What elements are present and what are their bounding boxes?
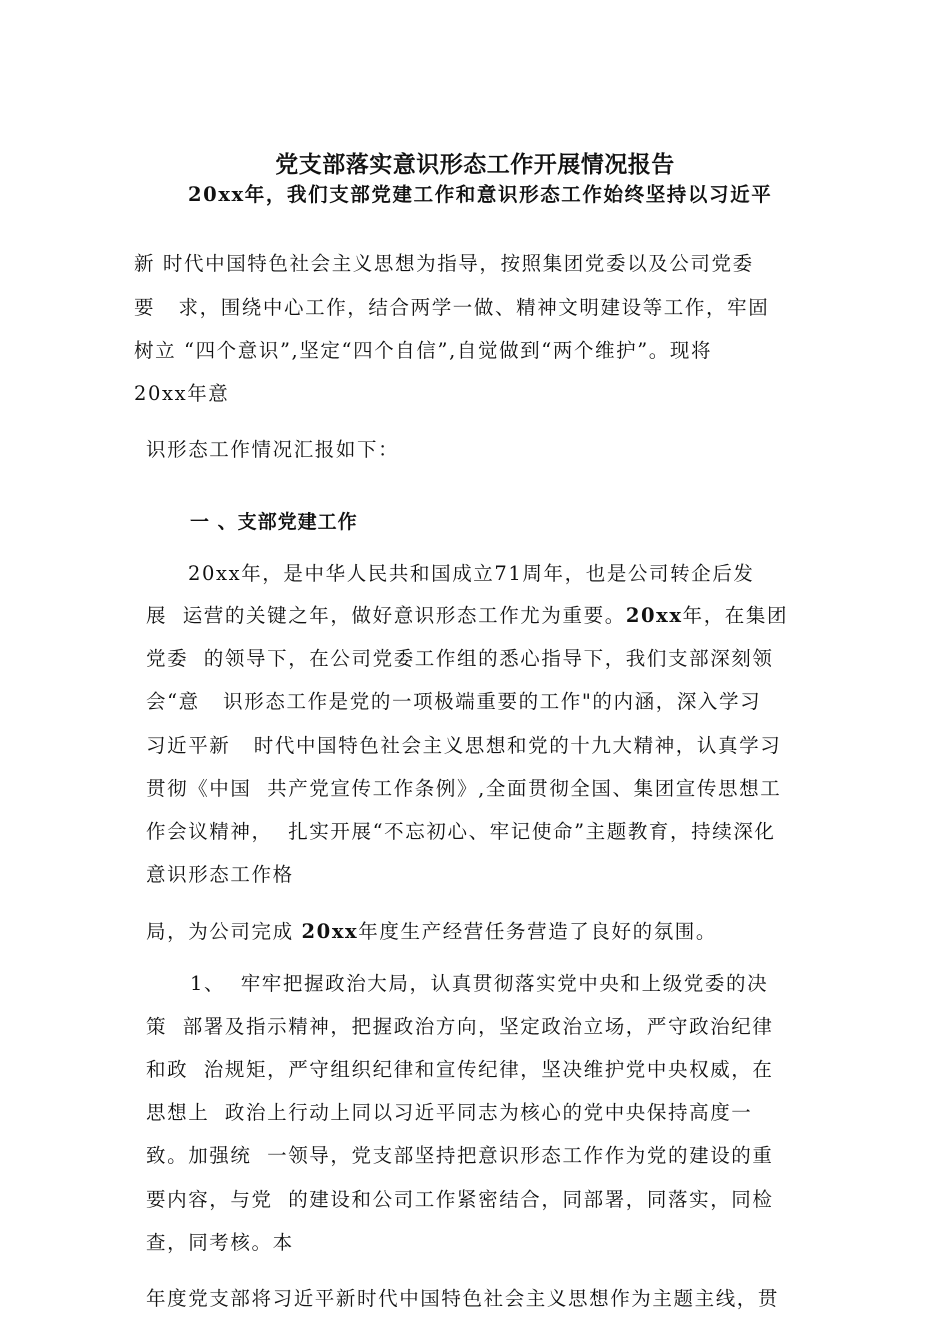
intro-line-5: 20xx年意 xyxy=(134,382,230,405)
section-1-p1-line-6: 贯彻《中国 共产党宣传工作条例》,全面贯彻全国、集团宣传思想工 xyxy=(146,777,782,800)
item-1-line-7: 查，同考核。本 xyxy=(146,1231,294,1254)
intro-line-4: 树立 “四个意识”,坚定“四个自信”,自觉做到“两个维护”。现将 xyxy=(134,339,713,362)
item-1-line-3: 和政 治规矩，严守组织纪律和宣传纪律，坚决维护党中央权威，在 xyxy=(146,1058,774,1081)
item-1-line-5: 致。加强统 一领导，党支部坚持把意识形态工作作为党的建设的重 xyxy=(146,1144,774,1167)
section-1-p1-line-7: 作会议精神， 扎实开展“不忘初心、牢记使命”主题教育，持续深化 xyxy=(146,820,776,843)
intro-line-2: 新 时代中国特色社会主义思想为指导，按照集团党委以及公司党委 xyxy=(134,252,754,275)
intro-line-6: 识形态工作情况汇报如下： xyxy=(146,438,400,461)
document-title: 党支部落实意识形态工作开展情况报告 xyxy=(275,151,675,178)
item-1-line-2: 策 部署及指示精神，把握政治方向，坚定政治立场，严守政治纪律 xyxy=(146,1015,774,1038)
intro-line-1 xyxy=(188,182,772,208)
section-1-p1-line-9 xyxy=(146,919,717,945)
section-1-p1-line-9-part-a: 局，为公司完成 xyxy=(146,920,302,943)
section-1-heading: 一 、支部党建工作 xyxy=(190,511,358,533)
section-1-p1-line-2-part-a: 展 运营的关键之年，做好意识形态工作尤为重要。 xyxy=(146,604,626,627)
section-1-p1-line-4: 会“意 识形态工作是党的一项极端重要的工作"的内涵，深入学习 xyxy=(146,690,762,713)
section-1-p1-line-2 xyxy=(146,603,788,629)
section-1-p1-line-9-year: 20xx xyxy=(301,920,359,943)
item-1-line-4: 思想上 政治上行动上同以习近平同志为核心的党中央保持高度一 xyxy=(146,1101,753,1124)
section-1-p1-line-1: 20xx年，是中华人民共和国成立71周年，也是公司转企后发 xyxy=(188,562,755,585)
section-1-p1-line-8: 意识形态工作格 xyxy=(146,863,294,886)
section-1-p1-line-2-year: 20xx xyxy=(625,604,683,627)
section-1-p1-line-2-part-c: 年，在集团 xyxy=(682,604,789,627)
item-1-line-6: 要内容，与党 的建设和公司工作紧密结合，同部署，同落实，同检 xyxy=(146,1188,774,1211)
intro-line-3: 要 求，围绕中心工作，结合两学一做、精神文明建设等工作，牢固 xyxy=(134,296,770,319)
intro-line-1-text: 20xx年，我们支部党建工作和意识形态工作始终坚持以习近平 xyxy=(188,183,773,206)
section-1-p1-line-9-part-c: 年度生产经营任务营造了良好的氛围。 xyxy=(358,920,717,943)
section-1-p1-line-5: 习近平新 时代中国特色社会主义思想和党的十九大精神，认真学习 xyxy=(146,734,782,757)
item-1-line-1: 1、 牢牢把握政治大局，认真贯彻落实党中央和上级党委的决 xyxy=(190,972,769,995)
item-1-line-8: 年度党支部将习近平新时代中国特色社会主义思想作为主题主线，贯 xyxy=(146,1287,780,1310)
section-1-p1-line-3: 党委 的领导下，在公司党委工作组的悉心指导下，我们支部深刻领 xyxy=(146,647,774,670)
